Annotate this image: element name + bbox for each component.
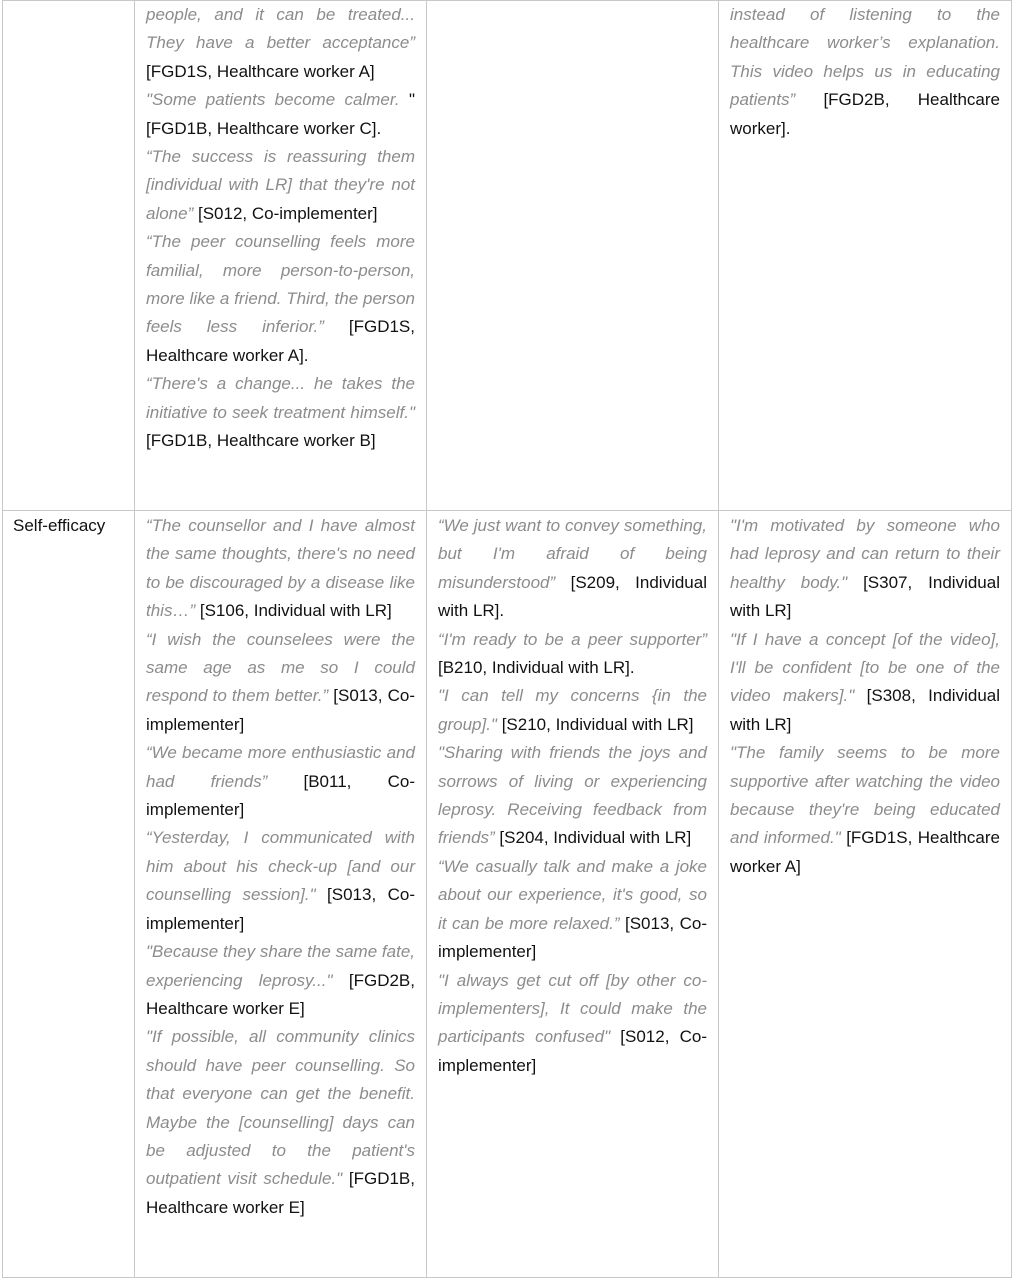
quote-text: "The family seems to be more supportive after watching the video because they're being educated and informed." xyxy=(730,743,1000,848)
quote-source: [FGD1B, Healthcare worker E] xyxy=(146,1169,415,1217)
table-row xyxy=(3,1,1012,511)
quote-text: “Yesterday, I communicated with him about his check-up [and our counselling session]." xyxy=(146,828,415,905)
quote-text: "Sharing with friends the joys and sorrows of living or experiencing leprosy. Receiving feedback from friends” xyxy=(438,743,707,848)
quote-source: [S106, Individual with LR] xyxy=(199,601,392,621)
quote-source: [S307, Individual with LR] xyxy=(730,572,1000,621)
table-row xyxy=(3,511,1012,1278)
quote-source: [FGD2B, Healthcare worker E] xyxy=(146,970,415,1018)
quote-source: [B210, Individual with LR]. xyxy=(438,658,635,678)
quote-cell xyxy=(135,511,427,1278)
quote-cell xyxy=(719,1,1012,511)
quote-text: “The success is reassuring them [individual with LR] that they're not alone” xyxy=(146,147,415,223)
quote-source: [S204, Individual with LR] xyxy=(499,828,692,848)
quote-text: “We became more enthusiastic and had friends” xyxy=(146,743,415,791)
quote-text: "Because they share the same fate, experiencing leprosy..." xyxy=(146,942,415,990)
quote-text: “We just want to convey something, but I'm afraid of being misunderstood” xyxy=(438,516,707,592)
quote-cell xyxy=(135,1,427,511)
quote-source: [S013, Co-implementer] xyxy=(146,885,415,933)
theme-cell xyxy=(3,1,135,511)
quotes-table-body xyxy=(3,1,1012,1278)
quote-text: “I'm ready to be a peer supporter” xyxy=(438,629,707,649)
quote-source: [FGD1B, Healthcare worker B] xyxy=(146,431,376,451)
quote-cell xyxy=(719,511,1012,1278)
quote-source: [FGD1S, Healthcare worker A]. xyxy=(146,317,415,365)
theme-cell: Self-efficacy xyxy=(3,511,135,1278)
quote-text: "Some patients become calmer. xyxy=(146,90,400,110)
quote-text: "I can tell my concerns {in the group]." xyxy=(438,686,707,734)
quote-cell xyxy=(427,511,719,1278)
quote-source: [B011, Co-implementer] xyxy=(146,771,415,820)
quote-text: people, and it can be treated... They have a better acceptance” xyxy=(146,5,415,53)
quote-text: "I always get cut off [by other co-implementers], It could make the participants confused" xyxy=(438,970,707,1047)
quote-source: " [FGD1B, Healthcare worker C]. xyxy=(146,90,415,138)
quote-text: "I'm motivated by someone who had leprosy and can return to their healthy body." xyxy=(730,516,1000,592)
quote-text: “The peer counselling feels more familial, more person-to-person, more like a friend. Third, the person feels less inferior.” xyxy=(146,232,415,337)
quote-text: “There's a change... he takes the initiative to seek treatment himself." xyxy=(146,374,415,422)
quote-source: [S013, Co-implementer] xyxy=(438,913,707,962)
quote-source: [S308, Individual with LR] xyxy=(730,686,1001,734)
quote-source: [S209, Individual with LR]. xyxy=(438,572,707,621)
quote-source: [FGD1S, Healthcare worker A] xyxy=(146,61,375,81)
quote-source: [FGD2B, Healthcare worker]. xyxy=(730,90,1000,138)
quote-source: [S012, Co-implementer] xyxy=(198,203,378,223)
quote-cell xyxy=(427,1,719,511)
quote-text: "If I have a concept [of the video], I'll be confident [to be one of the video makers]." xyxy=(730,629,1000,706)
quote-source: [S210, Individual with LR] xyxy=(501,714,694,734)
quote-text: “We casually talk and make a joke about our experience, it's good, so it can be more relaxed.” xyxy=(438,856,707,933)
quote-text: instead of listening to the healthcare worker’s explanation. This video helps us in educating patients” xyxy=(730,5,1000,110)
quote-source: [S012, Co-implementer] xyxy=(438,1027,707,1075)
quote-text: “The counsellor and I have almost the same thoughts, there's no need to be discouraged by a disease like this…” xyxy=(146,516,415,621)
quote-text: "If possible, all community clinics should have peer counselling. So that everyone can get the benefit. Maybe the [counselling] days can be adjusted to the patient's outpatient visit schedule." xyxy=(146,1027,415,1189)
quote-source: [S013, Co-implementer] xyxy=(146,686,415,734)
quote-text: “I wish the counselees were the same age as me so I could respond to them better.” xyxy=(146,629,415,706)
quotes-table xyxy=(2,0,1012,1278)
quote-source: [FGD1S, Healthcare worker A] xyxy=(730,828,1000,876)
